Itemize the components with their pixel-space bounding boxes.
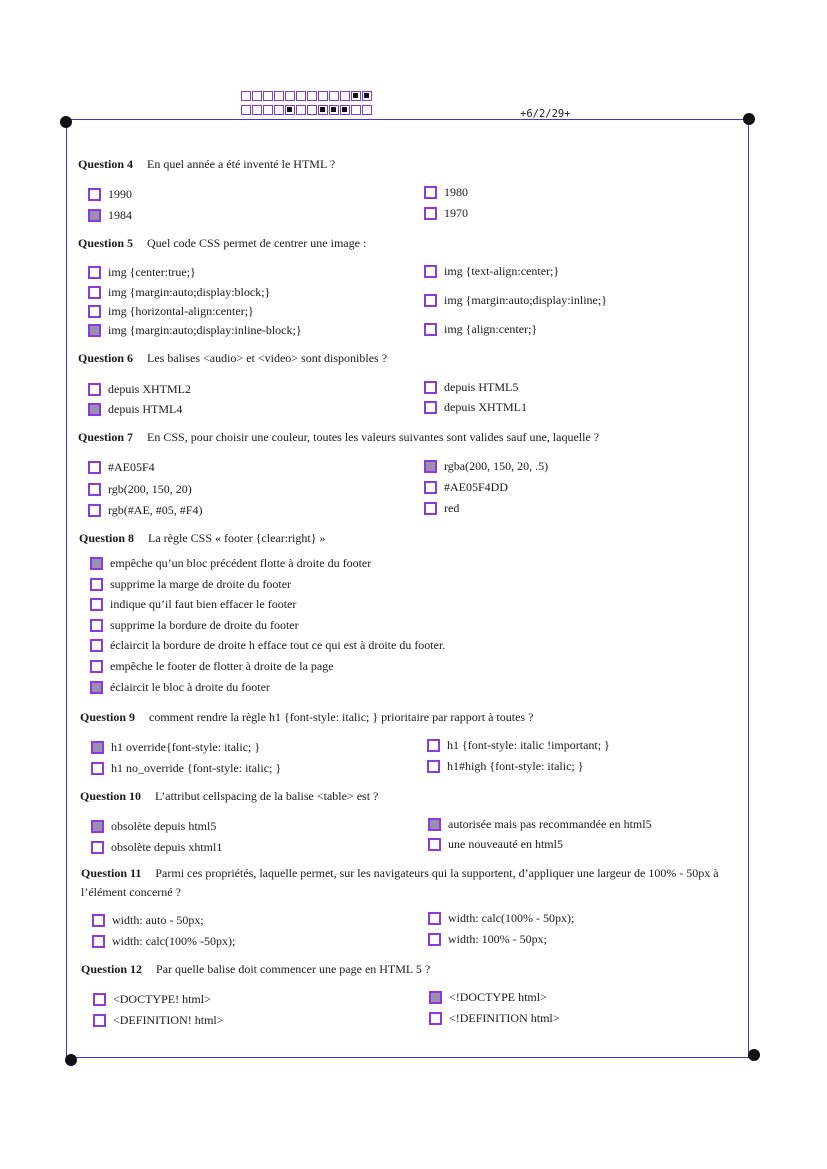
barcode-cell — [351, 105, 361, 115]
option[interactable]: width: 100% - 50px; — [428, 932, 547, 947]
option[interactable]: depuis XHTML1 — [424, 400, 527, 415]
checkbox[interactable] — [88, 266, 101, 279]
corner-mark-top-right — [743, 113, 755, 125]
option[interactable]: éclaircit la bordure de droite h efface tout ce qui est à droite du footer. — [90, 638, 445, 653]
option[interactable]: img {center:true;} — [88, 265, 196, 280]
checkbox[interactable] — [428, 818, 441, 831]
question-10-title: Question 10 L’attribut cellspacing de la balise <table> est ? — [80, 789, 379, 803]
option[interactable]: autorisée mais pas recommandée en html5 — [428, 817, 652, 832]
barcode-cell — [351, 91, 361, 101]
option[interactable]: red — [424, 501, 459, 516]
checkbox[interactable] — [424, 381, 437, 394]
barcode-cell — [318, 105, 328, 115]
checkbox[interactable] — [90, 557, 103, 570]
corner-mark-top-left — [60, 116, 72, 128]
checkbox[interactable] — [88, 483, 101, 496]
corner-mark-bottom-left — [65, 1054, 77, 1066]
barcode-cell — [285, 91, 295, 101]
checkbox[interactable] — [424, 502, 437, 515]
checkbox[interactable] — [88, 403, 101, 416]
option[interactable]: <DEFINITION! html> — [93, 1013, 224, 1028]
option[interactable]: width: calc(100% -50px); — [92, 934, 235, 949]
checkbox[interactable] — [429, 991, 442, 1004]
checkbox[interactable] — [424, 323, 437, 336]
checkbox[interactable] — [424, 265, 437, 278]
checkbox[interactable] — [429, 1012, 442, 1025]
checkbox[interactable] — [424, 401, 437, 414]
checkbox[interactable] — [90, 598, 103, 611]
barcode-cell — [252, 91, 262, 101]
option[interactable]: depuis HTML5 — [424, 380, 518, 395]
option[interactable]: une nouveauté en html5 — [428, 837, 563, 852]
barcode-cell — [252, 105, 262, 115]
option[interactable]: img {margin:auto;display:block;} — [88, 285, 270, 300]
barcode-cell — [318, 91, 328, 101]
option[interactable]: supprime la marge de droite du footer — [90, 577, 291, 592]
checkbox[interactable] — [424, 186, 437, 199]
checkbox[interactable] — [88, 504, 101, 517]
option[interactable]: 1984 — [88, 208, 132, 223]
checkbox[interactable] — [88, 383, 101, 396]
checkbox[interactable] — [424, 207, 437, 220]
barcode-cell — [285, 105, 295, 115]
barcode-cell — [362, 105, 372, 115]
option[interactable]: depuis XHTML2 — [88, 382, 191, 397]
checkbox[interactable] — [93, 993, 106, 1006]
checkbox[interactable] — [427, 760, 440, 773]
checkbox[interactable] — [88, 286, 101, 299]
checkbox[interactable] — [91, 741, 104, 754]
checkbox[interactable] — [92, 935, 105, 948]
checkbox[interactable] — [90, 681, 103, 694]
barcode-cell — [296, 91, 306, 101]
barcode-row-2 — [241, 105, 372, 115]
barcode-cell — [241, 91, 251, 101]
barcode-cell — [307, 105, 317, 115]
option[interactable]: rgb(#AE, #05, #F4) — [88, 503, 202, 518]
option[interactable]: rgb(200, 150, 20) — [88, 482, 192, 497]
option[interactable]: h1 no_override {font-style: italic; } — [91, 761, 281, 776]
option[interactable]: #AE05F4DD — [424, 480, 508, 495]
option[interactable]: <!DOCTYPE html> — [429, 990, 547, 1005]
checkbox[interactable] — [90, 639, 103, 652]
option[interactable]: h1 {font-style: italic !important; } — [427, 738, 610, 753]
barcode-row-1 — [241, 91, 372, 101]
checkbox[interactable] — [93, 1014, 106, 1027]
question-12-title: Question 12 Par quelle balise doit commencer une page en HTML 5 ? — [81, 962, 431, 976]
option[interactable]: empêche qu’un bloc précédent flotte à droite du footer — [90, 556, 371, 571]
question-7-title: Question 7 En CSS, pour choisir une couleur, toutes les valeurs suivantes sont valides sauf une, laquelle ? — [78, 430, 600, 444]
option[interactable]: img {text-align:center;} — [424, 264, 559, 279]
question-8-title: Question 8 La règle CSS « footer {clear:right} » — [79, 531, 326, 545]
option[interactable]: width: auto - 50px; — [92, 913, 204, 928]
barcode-cell — [296, 105, 306, 115]
checkbox[interactable] — [90, 578, 103, 591]
barcode-cell — [329, 91, 339, 101]
question-6-title: Question 6 Les balises <audio> et <video> sont disponibles ? — [78, 351, 388, 365]
checkbox[interactable] — [428, 933, 441, 946]
option[interactable]: empêche le footer de flotter à droite de la page — [90, 659, 334, 674]
checkbox[interactable] — [92, 914, 105, 927]
option[interactable]: <DOCTYPE! html> — [93, 992, 211, 1007]
barcode-cell — [307, 91, 317, 101]
checkbox[interactable] — [88, 188, 101, 201]
option[interactable]: width: calc(100% - 50px); — [428, 911, 574, 926]
option[interactable]: obsolète depuis html5 — [91, 819, 216, 834]
checkbox[interactable] — [91, 820, 104, 833]
checkbox[interactable] — [88, 209, 101, 222]
checkbox[interactable] — [424, 481, 437, 494]
checkbox[interactable] — [91, 762, 104, 775]
option[interactable]: #AE05F4 — [88, 460, 155, 475]
barcode-cell — [274, 91, 284, 101]
option[interactable]: img {margin:auto;display:inline-block;} — [88, 323, 302, 338]
checkbox[interactable] — [427, 739, 440, 752]
barcode-cell — [263, 105, 273, 115]
option[interactable]: h1#high {font-style: italic; } — [427, 759, 584, 774]
option[interactable]: rgba(200, 150, 20, .5) — [424, 459, 548, 474]
checkbox[interactable] — [428, 912, 441, 925]
option[interactable]: éclaircit le bloc à droite du footer — [90, 680, 270, 695]
option[interactable]: 1970 — [424, 206, 468, 221]
barcode-cell — [362, 91, 372, 101]
question-9-title: Question 9 comment rendre la règle h1 {font-style: italic; } prioritaire par rapport à toutes ? — [80, 710, 534, 724]
option[interactable]: obsolète depuis xhtml1 — [91, 840, 222, 855]
option[interactable]: img {horizontal-align:center;} — [88, 304, 254, 319]
option[interactable]: img {margin:auto;display:inline;} — [424, 293, 607, 308]
checkbox[interactable] — [90, 619, 103, 632]
question-4-title: Question 4 En quel année a été inventé le HTML ? — [78, 157, 336, 171]
checkbox[interactable] — [90, 660, 103, 673]
barcode-cell — [263, 91, 273, 101]
barcode-cell — [241, 105, 251, 115]
option[interactable]: img {align:center;} — [424, 322, 537, 337]
checkbox[interactable] — [424, 294, 437, 307]
checkbox[interactable] — [88, 324, 101, 337]
checkbox[interactable] — [428, 838, 441, 851]
page-code: +6/2/29+ — [520, 108, 571, 120]
barcode-cell — [340, 105, 350, 115]
checkbox[interactable] — [88, 305, 101, 318]
option[interactable]: h1 override{font-style: italic; } — [91, 740, 260, 755]
option[interactable]: 1980 — [424, 185, 468, 200]
barcode-cell — [274, 105, 284, 115]
option[interactable]: 1990 — [88, 187, 132, 202]
corner-mark-bottom-right — [748, 1049, 760, 1061]
checkbox[interactable] — [91, 841, 104, 854]
question-11-title: Question 11 Parmi ces propriétés, laquelle permet, sur les navigateurs qui la supportent, d’appliquer une largeur de 100% - 50px à l’élément concerné ? — [81, 866, 719, 899]
checkbox[interactable] — [88, 461, 101, 474]
barcode-cell — [329, 105, 339, 115]
checkbox[interactable] — [424, 460, 437, 473]
option[interactable]: supprime la bordure de droite du footer — [90, 618, 299, 633]
option[interactable]: <!DEFINITION html> — [429, 1011, 560, 1026]
option[interactable]: depuis HTML4 — [88, 402, 182, 417]
question-5-title: Question 5 Quel code CSS permet de centrer une image : — [78, 236, 367, 250]
barcode-cell — [340, 91, 350, 101]
option[interactable]: indique qu’il faut bien effacer le footer — [90, 597, 296, 612]
